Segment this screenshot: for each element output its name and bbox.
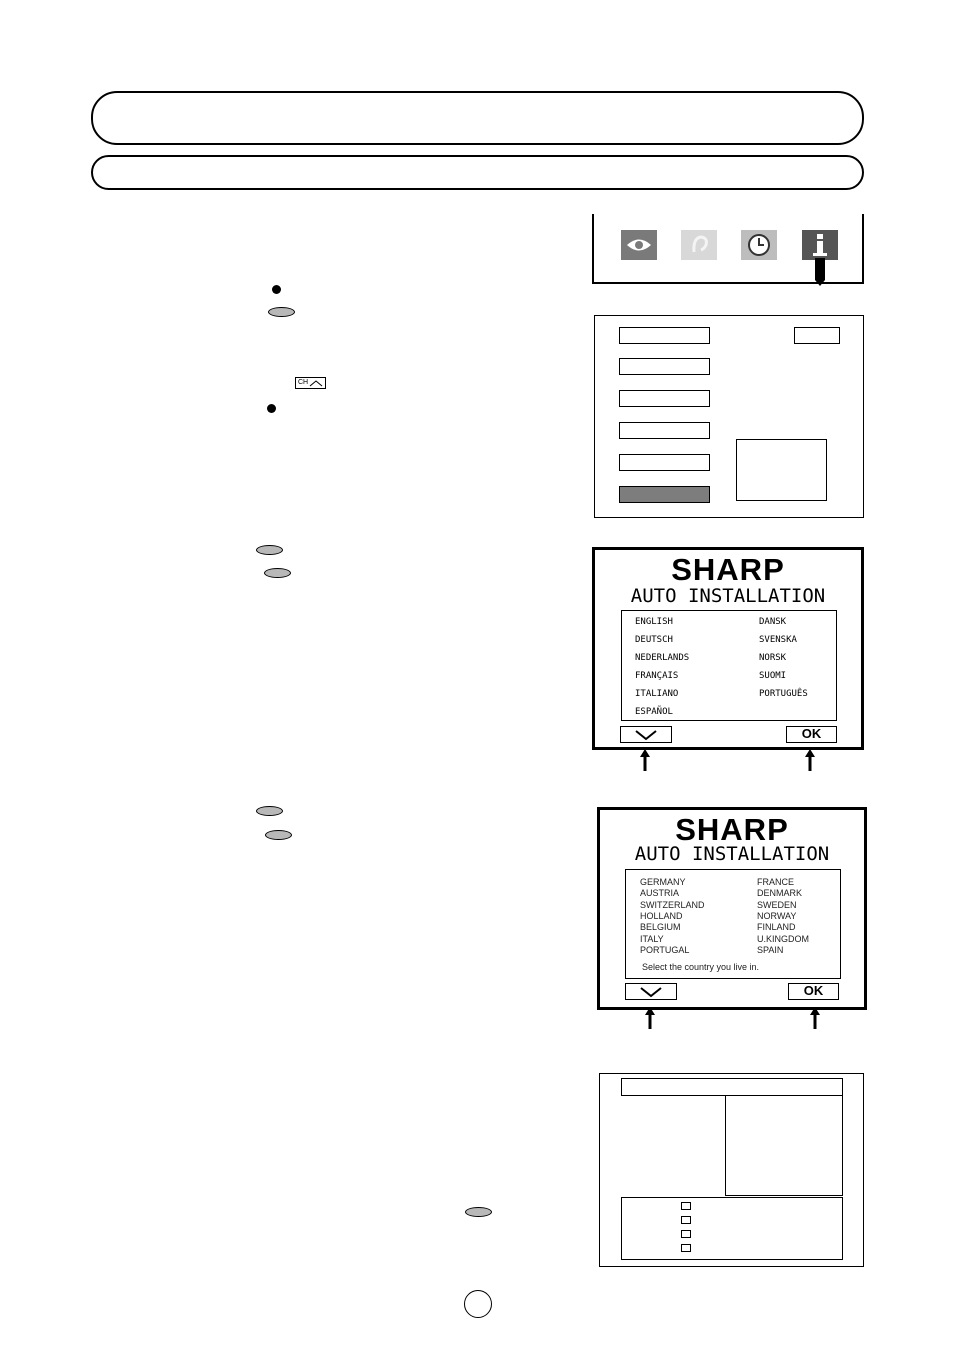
- chevron-down-icon: [639, 986, 663, 998]
- country-option[interactable]: DENMARK: [757, 888, 803, 899]
- chevron-up-icon: [309, 380, 323, 387]
- language-option[interactable]: PORTUGUÊS: [759, 689, 808, 699]
- country-option[interactable]: ITALY: [640, 933, 664, 944]
- down-button[interactable]: [625, 983, 677, 1000]
- page-number-circle: [464, 1290, 492, 1318]
- remote-button-icon: [264, 568, 291, 578]
- ch-up-key-icon: [295, 377, 326, 389]
- ok-button[interactable]: OK: [786, 726, 837, 743]
- down-button[interactable]: [620, 726, 672, 743]
- country-list: [625, 869, 841, 979]
- language-option[interactable]: NORSK: [759, 653, 787, 663]
- bullet-dot: [272, 285, 281, 294]
- chevron-down-icon: [634, 729, 658, 741]
- page-title-box: [91, 91, 864, 145]
- country-option[interactable]: NORWAY: [757, 910, 797, 921]
- language-option[interactable]: SUOMI: [759, 671, 787, 681]
- brand-logo: SHARP: [671, 552, 785, 587]
- icon-menu-panel: [592, 214, 864, 284]
- ch-key-label: CH: [298, 379, 309, 386]
- settings-panel: [599, 1073, 864, 1267]
- selector-arrow-icon: [812, 258, 828, 288]
- country-option[interactable]: U.KINGDOM: [757, 933, 810, 944]
- settings-info-box: [725, 1095, 843, 1196]
- arrow-up-icon: [639, 749, 651, 771]
- language-option[interactable]: NEDERLANDS: [635, 653, 690, 663]
- country-option[interactable]: FINLAND: [757, 922, 796, 933]
- menu-item[interactable]: [619, 390, 710, 407]
- menu-info-box: [736, 439, 827, 501]
- remote-button-icon: [265, 830, 292, 840]
- arrow-up-icon: [804, 749, 816, 771]
- ear-icon[interactable]: [681, 230, 717, 260]
- menu-item[interactable]: [619, 327, 710, 344]
- country-option[interactable]: SWITZERLAND: [640, 899, 705, 910]
- menu-value-box: [794, 327, 840, 344]
- country-option[interactable]: BELGIUM: [640, 922, 681, 933]
- language-option[interactable]: ITALIANO: [635, 689, 679, 699]
- checkbox[interactable]: [681, 1216, 691, 1224]
- brand-logo: SHARP: [675, 812, 789, 847]
- remote-button-icon: [256, 806, 283, 816]
- country-option[interactable]: HOLLAND: [640, 910, 683, 921]
- language-option[interactable]: DEUTSCH: [635, 635, 673, 645]
- language-screen: [592, 547, 864, 750]
- language-option[interactable]: ENGLISH: [635, 617, 673, 627]
- eye-icon[interactable]: [621, 230, 657, 260]
- country-option[interactable]: SWEDEN: [757, 899, 797, 910]
- ok-button[interactable]: OK: [788, 983, 839, 1000]
- remote-button-icon: [465, 1207, 492, 1217]
- language-option[interactable]: DANSK: [759, 617, 787, 627]
- country-prompt: Select the country you live in.: [642, 962, 760, 972]
- section-subtitle-box: [91, 155, 864, 190]
- menu-item[interactable]: [619, 358, 710, 375]
- settings-options-box: [621, 1197, 843, 1260]
- checkbox[interactable]: [681, 1230, 691, 1238]
- country-option[interactable]: PORTUGAL: [640, 944, 690, 955]
- remote-button-icon: [256, 545, 283, 555]
- country-option[interactable]: AUSTRIA: [640, 888, 680, 899]
- clock-icon[interactable]: [741, 230, 777, 260]
- country-option[interactable]: FRANCE: [757, 877, 795, 887]
- menu-item[interactable]: [619, 454, 710, 471]
- language-list: [621, 610, 837, 721]
- screen-heading: AUTO INSTALLATION: [630, 585, 826, 607]
- language-option[interactable]: SVENSKA: [759, 635, 797, 645]
- arrow-up-icon: [809, 1007, 821, 1029]
- country-option[interactable]: SPAIN: [757, 944, 784, 955]
- country-option[interactable]: GERMANY: [640, 877, 686, 887]
- language-option[interactable]: FRANÇAIS: [635, 671, 679, 681]
- checkbox[interactable]: [681, 1244, 691, 1252]
- info-icon[interactable]: [802, 230, 838, 260]
- bullet-dot: [267, 404, 276, 413]
- menu-item-selected[interactable]: [619, 486, 710, 503]
- menu-item[interactable]: [619, 422, 710, 439]
- settings-title-bar: [621, 1078, 843, 1096]
- country-screen: [597, 807, 867, 1010]
- screen-heading: AUTO INSTALLATION: [634, 843, 830, 865]
- arrow-up-icon: [644, 1007, 656, 1029]
- menu-panel: [594, 315, 864, 518]
- remote-button-icon: [268, 307, 295, 317]
- checkbox[interactable]: [681, 1202, 691, 1210]
- language-option[interactable]: ESPAÑOL: [635, 707, 673, 717]
